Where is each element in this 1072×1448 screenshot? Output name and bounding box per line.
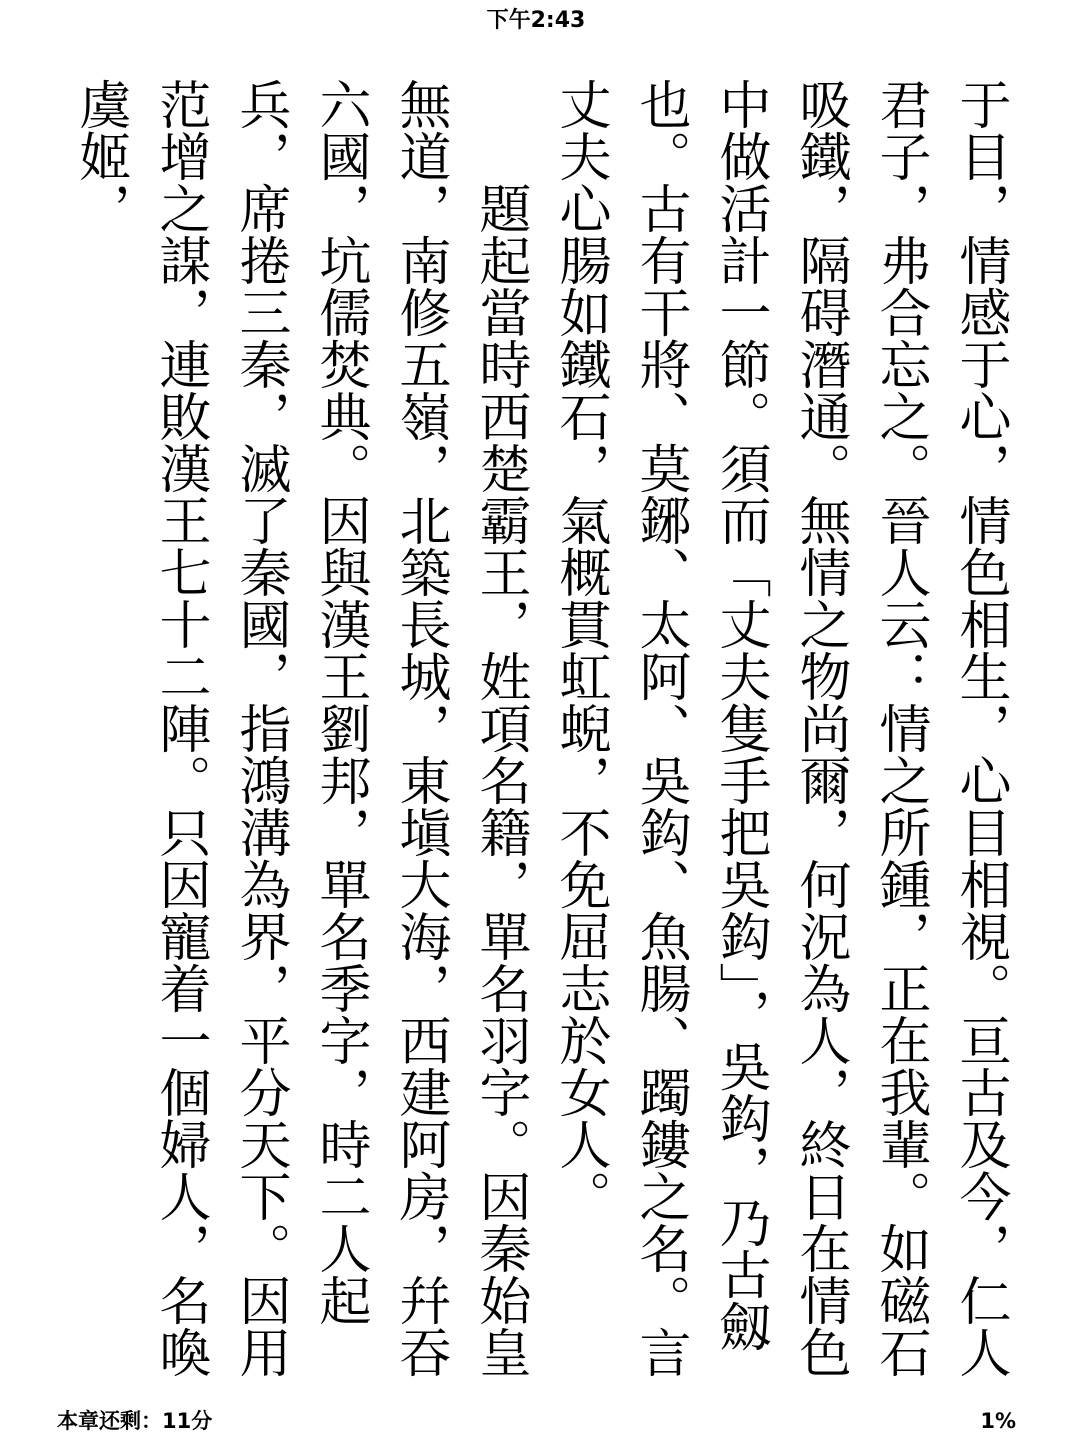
paragraph-1: 于目，情感于心，情色相生，心目相視。亘古及今，仁人君子，弗合忘之。晉人云：情之所鍾，正在我輩。如磁石吸鐵，隔碍潛通。無情之物尚爾，何況為人，終日在情色中做活計一節。須而「丈夫隻手把吳鈎」，吳鈎，乃古劔也。古有干將、莫鋣、太阿、吳鈎、魚腸、躅鏤之名。言丈夫心腸如鐵石，氣概貫虹蜺，不免屈志於女人。 <box>550 78 1010 1378</box>
reader-text-column-block <box>70 78 1020 1378</box>
chapter-remaining-time: 本章还剩：11分 <box>57 1409 213 1433</box>
paragraph-2: 題起當時西楚霸王，姓項名籍，單名羽字。因秦始皇無道，南修五嶺，北築長城，東塡大海，西建阿房，幷吞六國，坑儒焚典。因與漢王劉邦，單名季字，時二人起兵，席捲三秦，滅了秦國，指鴻溝為界，平分天下。因用范增之謀，連敗漢王七十二陣。只因寵着一個婦人，名喚虞姬， <box>70 78 530 1378</box>
status-bar-time: 下午2:43 <box>486 8 586 33</box>
reading-progress-percent: 1% <box>980 1409 1016 1433</box>
reader-page[interactable] <box>70 78 1020 1378</box>
